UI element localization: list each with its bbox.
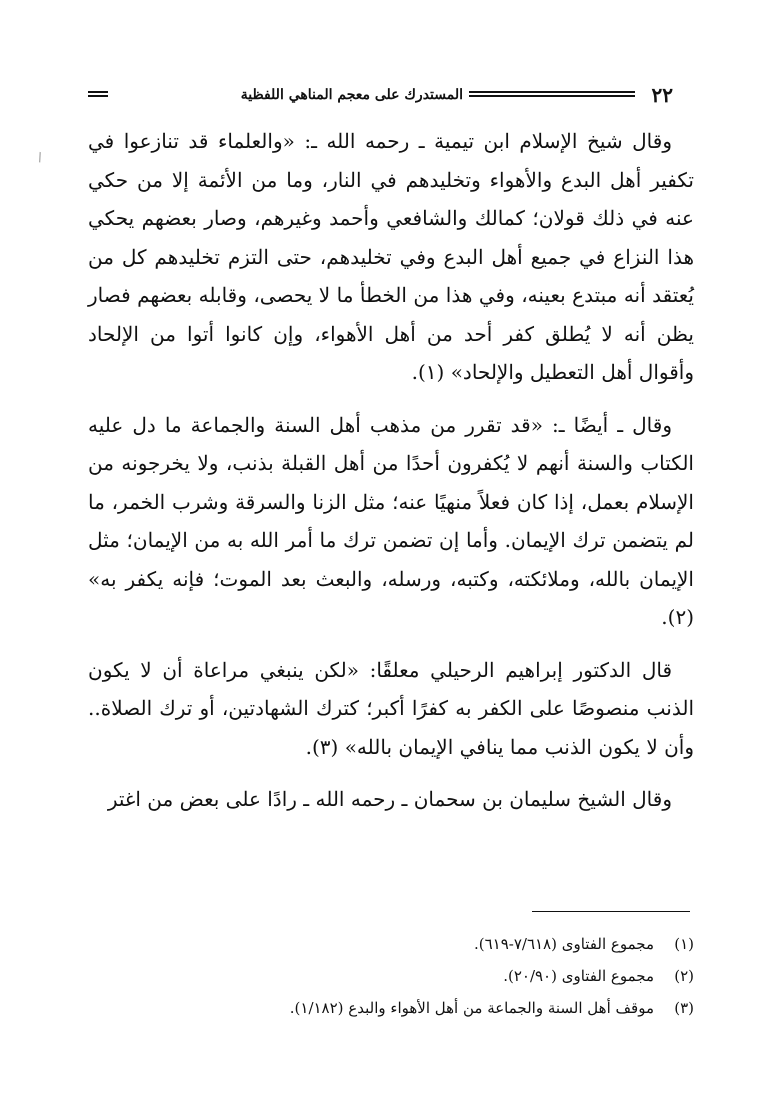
page-number: ٢٢ <box>651 83 673 107</box>
footnote <box>88 992 694 1024</box>
footnote-number: (١) <box>674 935 694 953</box>
header-rule-right <box>469 91 635 97</box>
running-title: المستدرك على معجم المناهي اللفظية <box>240 87 463 103</box>
footnote <box>88 928 694 960</box>
footnotes <box>88 928 694 1024</box>
paragraph: وقال شيخ الإسلام ابن تيمية ـ رحمه الله ـ: «والعلماء قد تنازعوا في تكفير أهل البدع والأهواء وتخليدهم في النار، وما من الأئمة إلا من حكي عنه في ذلك قولان؛ كمالك والشافعي وأحمد وغيرهم، وصار بعضهم يحكي هذا النزاع في جميع أهل البدع وفي تخليدهم، حتى التزم تخليدهم كل من يُعتقد أنه مبتدع بعينه، وفي هذا من الخطأ ما لا يحصى، وقابله بعضهم فصار يظن أنه لا يُطلق كفر أحد من أهل الأهواء، وإن كانوا أتوا من الإلحاد وأقوال أهل التعطيل والإلحاد» (١). <box>88 129 694 384</box>
footnote-separator <box>532 911 690 912</box>
paragraph: وقال الشيخ سليمان بن سحمان ـ رحمه الله ـ رادًا على بعض من اغتر <box>107 787 672 811</box>
margin-mark: \ <box>35 149 45 165</box>
footnote-number: (٣) <box>674 999 694 1017</box>
running-header <box>88 84 673 106</box>
header-rule-left <box>88 91 108 97</box>
paragraph: وقال ـ أيضًا ـ: «قد تقرر من مذهب أهل السنة والجماعة ما دل عليه الكتاب والسنة أنهم لا يُكفرون أحدًا من أهل القبلة بذنب، ولا يخرجونه من الإسلام بعمل، إذا كان فعلاً منهيًا عنه؛ مثل الزنا والسرقة وشرب الخمر، ما لم يتضمن ترك الإيمان. وأما إن تضمن ترك ما أمر الله به من الإيمان؛ مثل الإيمان بالله، وملائكته، وكتبه، ورسله، والبعث بعد الموت؛ فإنه يكفر به» (٢). <box>88 412 694 629</box>
footnote-text: مجموع الفتاوى (٢٠/٩٠). <box>503 967 654 985</box>
footnote-text: مجموع الفتاوى (٧/٦١٨-٦١٩). <box>473 935 654 953</box>
paragraph: قال الدكتور إبراهيم الرحيلي معلقًا: «لكن ينبغي مراعاة أن لا يكون الذنب منصوصًا على الكفر به كفرًا أكبر؛ كترك الشهادتين، أو ترك الصلاة.. وأن لا يكون الذنب مما ينافي الإيمان بالله» (٣). <box>88 657 694 759</box>
footnote-number: (٢) <box>674 967 694 985</box>
footnote-text: موقف أهل السنة والجماعة من أهل الأهواء والبدع (١/١٨٢). <box>289 999 654 1017</box>
footnote <box>88 960 694 992</box>
body-text <box>88 122 694 833</box>
